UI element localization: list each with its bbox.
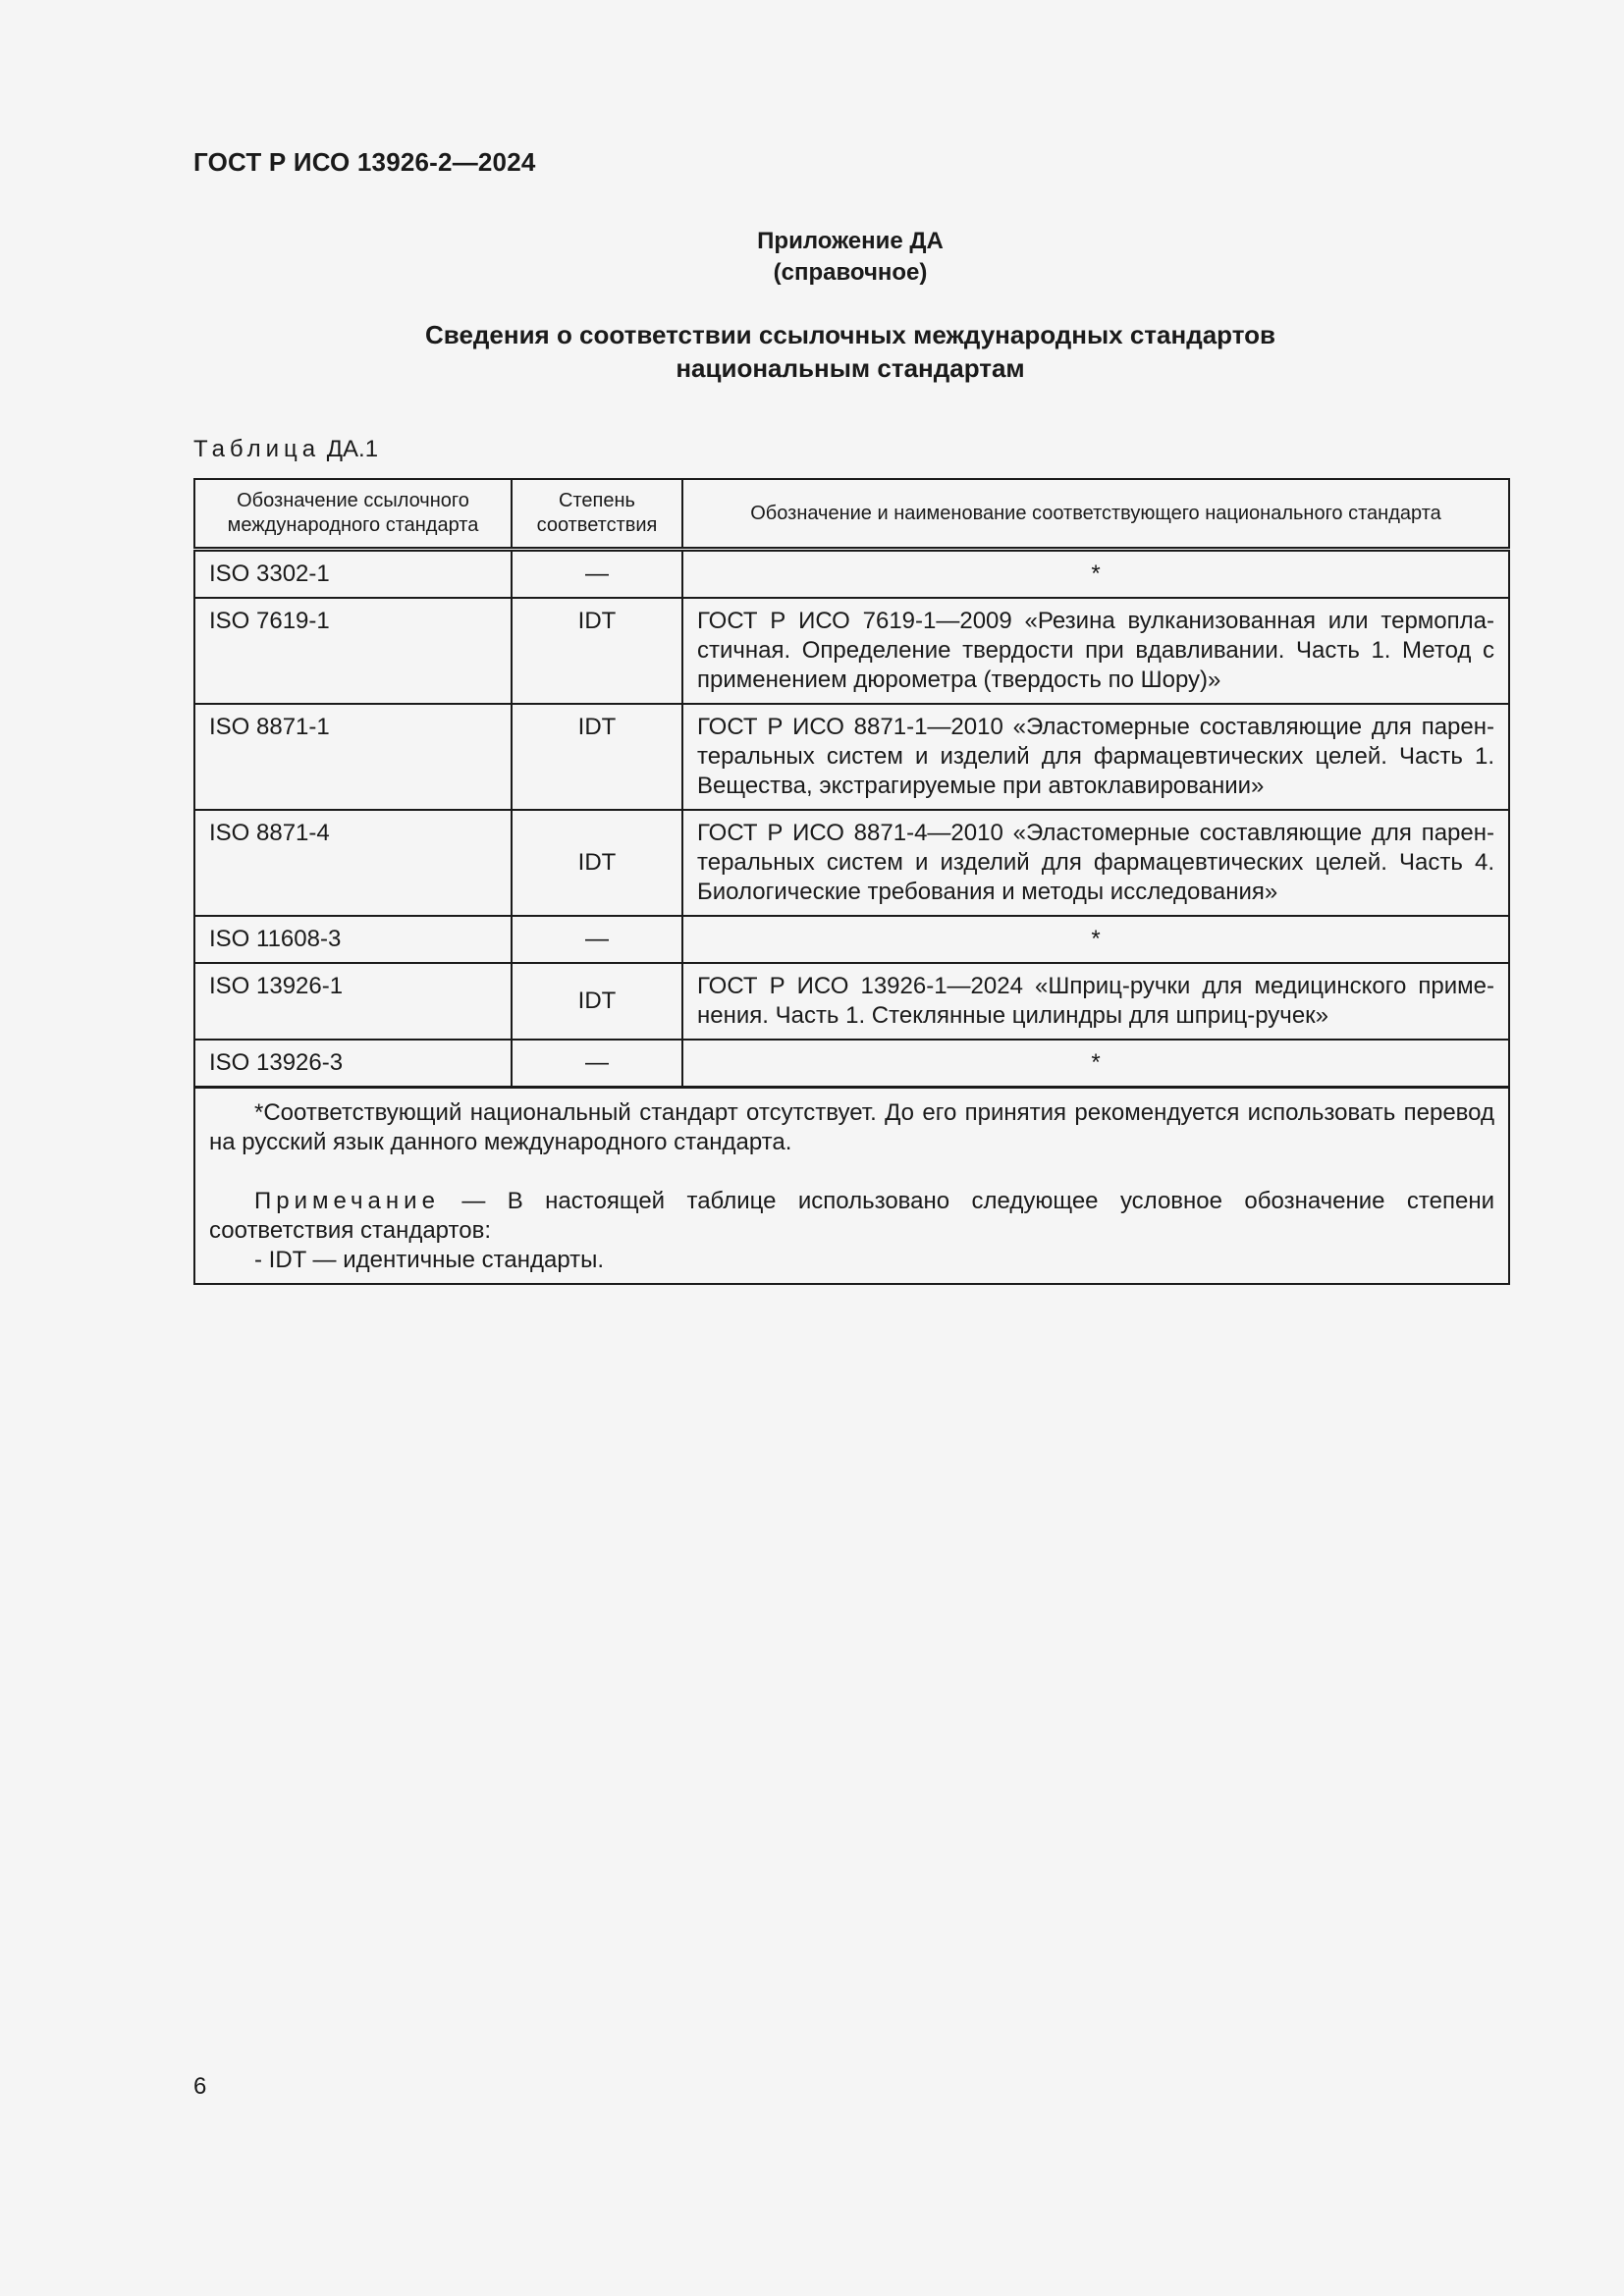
note-text: — В настоящей таблице использовано следующее условное обозначение степени соответствия стандартов: [209,1188,1495,1244]
cell-national-standard: ГОСТ Р ИСО 8871-1—2010 «Эластомерные составляющие для парен-теральных систем и изделий для фармацевтических целей. Часть 1. Вещества, экстрагируемые при автоклавировании» [682,704,1509,810]
appendix-heading [193,226,1507,289]
cell-international-code: ISO 13926-1 [194,963,512,1040]
correspondence-table [193,478,1510,1285]
table-row [194,550,1509,599]
cell-degree: IDT [512,598,682,704]
cell-degree: — [512,1040,682,1088]
cell-degree: IDT [512,704,682,810]
cell-national-standard: ГОСТ Р ИСО 13926-1—2024 «Шприц-ручки для медицинского приме-нения. Часть 1. Стеклянные цилиндры для шприц-ручек» [682,963,1509,1040]
document-code-header: ГОСТ Р ИСО 13926-2—2024 [193,147,536,177]
cell-national-standard: * [682,916,1509,963]
column-header-degree: Степень соответствия [512,479,682,550]
appendix-title: Приложение ДА [757,228,944,254]
note-list-item: - IDT — идентичные стандарты. [254,1247,605,1273]
appendix-subtitle: (справочное) [773,259,928,286]
page-number: 6 [193,2073,207,2100]
cell-degree: IDT [512,810,682,916]
table-note [209,1187,1494,1246]
table-row [194,810,1509,916]
cell-international-code: ISO 3302-1 [194,550,512,599]
table-row [194,963,1509,1040]
cell-degree: IDT [512,963,682,1040]
table-label-number: ДА.1 [326,436,379,462]
table-notes-row [194,1088,1509,1285]
cell-international-code: ISO 11608-3 [194,916,512,963]
table-footnote: *Соответствующий национальный стандарт отсутствует. До его принятия рекомендуется использовать перевод на русский язык данного международного стандарта. [209,1099,1494,1155]
column-header-international-code: Обозначение ссылочного международного стандарта [194,479,512,550]
column-header-national-standard: Обозначение и наименование соответствующего национального стандарта [682,479,1509,550]
cell-international-code: ISO 8871-1 [194,704,512,810]
cell-international-code: ISO 13926-3 [194,1040,512,1088]
cell-national-standard: ГОСТ Р ИСО 8871-4—2010 «Эластомерные составляющие для парен-теральных систем и изделий для фармацевтических целей. Часть 4. Биологические требования и методы исследования» [682,810,1509,916]
cell-national-standard: ГОСТ Р ИСО 7619-1—2009 «Резина вулканизованная или термопла-стичная. Определение твердости при вдавливании. Часть 1. Метод с применением дюрометра (твердость по Шору)» [682,598,1509,704]
note-label: Примечание [254,1188,440,1214]
cell-degree: — [512,550,682,599]
section-title-line-2: национальным стандартам [676,353,1025,383]
cell-international-code: ISO 7619-1 [194,598,512,704]
cell-degree: — [512,916,682,963]
table-row [194,916,1509,963]
table-notes [194,1088,1509,1285]
table-row [194,598,1509,704]
section-title-line-1: Сведения о соответствии ссылочных международных стандартов [425,320,1275,349]
cell-international-code: ISO 8871-4 [194,810,512,916]
table-label [193,436,378,463]
table-label-word: Таблица [193,436,321,462]
table-header-row [194,479,1509,550]
cell-national-standard: * [682,1040,1509,1088]
table-row [194,704,1509,810]
cell-national-standard: * [682,550,1509,599]
table-row [194,1040,1509,1088]
section-title [193,318,1507,385]
